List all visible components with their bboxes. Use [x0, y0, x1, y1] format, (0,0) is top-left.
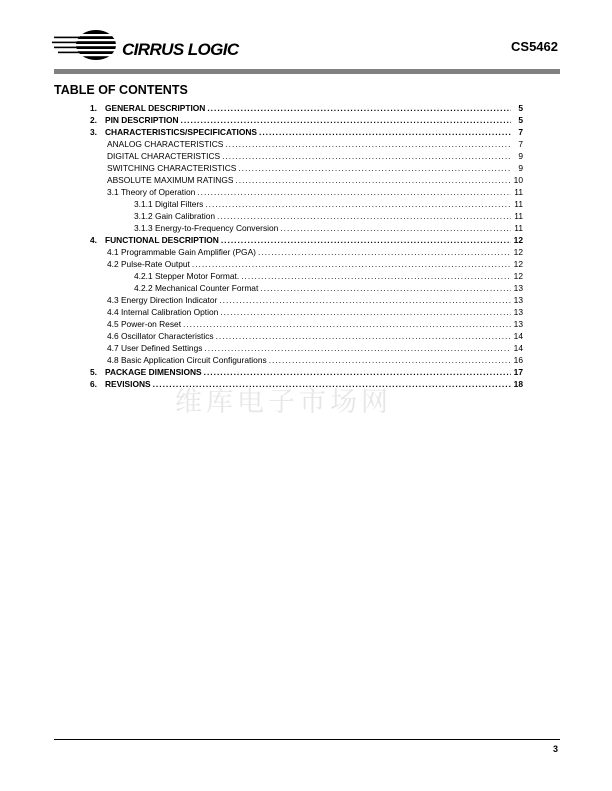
- toc-entry[interactable]: 2. PIN DESCRIPTION ..... 5: [90, 114, 523, 126]
- toc-entry[interactable]: 3.1.3 Energy-to-Frequency Conversion ..... 11: [90, 222, 523, 234]
- brand-name: CIRRUS LOGIC: [122, 40, 239, 59]
- toc-entry[interactable]: ANALOG CHARACTERISTICS ..... 7: [90, 138, 523, 150]
- page-number: 3: [552, 744, 558, 754]
- toc-entry[interactable]: 3.1.1 Digital Filters ..... 11: [90, 198, 523, 210]
- cirrus-logic-logo: [52, 27, 239, 63]
- document-id: CS5462: [511, 39, 558, 54]
- toc-entry[interactable]: 4.4 Internal Calibration Option ..... 13: [90, 306, 523, 318]
- toc-entry[interactable]: 4.2.1 Stepper Motor Format. ..... 12: [90, 270, 523, 282]
- footer-divider: [54, 739, 560, 740]
- toc-entry[interactable]: 3. CHARACTERISTICS/SPECIFICATIONS ..... 7: [90, 126, 523, 138]
- toc-entry[interactable]: 4.1 Programmable Gain Amplifier (PGA) ..... 12: [90, 246, 523, 258]
- toc-entry[interactable]: 4.8 Basic Application Circuit Configurations ..... 16: [90, 354, 523, 366]
- header-divider: [54, 69, 560, 74]
- toc-entry[interactable]: 1. GENERAL DESCRIPTION ..... 5: [90, 102, 523, 114]
- toc-entry[interactable]: 6. REVISIONS ..... 18: [90, 378, 523, 390]
- toc-entry[interactable]: SWITCHING CHARACTERISTICS ..... 9: [90, 162, 523, 174]
- toc-entry[interactable]: 4.2 Pulse-Rate Output ..... 12: [90, 258, 523, 270]
- toc-entry[interactable]: 4.5 Power-on Reset ..... 13: [90, 318, 523, 330]
- toc-entry[interactable]: 4.2.2 Mechanical Counter Format ..... 13: [90, 282, 523, 294]
- toc-entry[interactable]: 3.1.2 Gain Calibration ..... 11: [90, 210, 523, 222]
- toc-entry[interactable]: 5. PACKAGE DIMENSIONS ..... 17: [90, 366, 523, 378]
- toc-title: TABLE OF CONTENTS: [54, 83, 188, 97]
- toc-entry[interactable]: 4.7 User Defined Settings ..... 14: [90, 342, 523, 354]
- toc-entry[interactable]: 3.1 Theory of Operation ..... 11: [90, 186, 523, 198]
- watermark: 维库电子市场网: [175, 387, 392, 418]
- toc-entry[interactable]: 4.3 Energy Direction Indicator ..... 13: [90, 294, 523, 306]
- cirrus-logo-mark-icon: [52, 27, 124, 63]
- toc-entry[interactable]: DIGITAL CHARACTERISTICS ..... 9: [90, 150, 523, 162]
- toc-entry[interactable]: 4. FUNCTIONAL DESCRIPTION ..... 12: [90, 234, 523, 246]
- toc-entry[interactable]: 4.6 Oscillator Characteristics ..... 14: [90, 330, 523, 342]
- table-of-contents: [90, 102, 523, 390]
- toc-entry[interactable]: ABSOLUTE MAXIMUM RATINGS ..... 10: [90, 174, 523, 186]
